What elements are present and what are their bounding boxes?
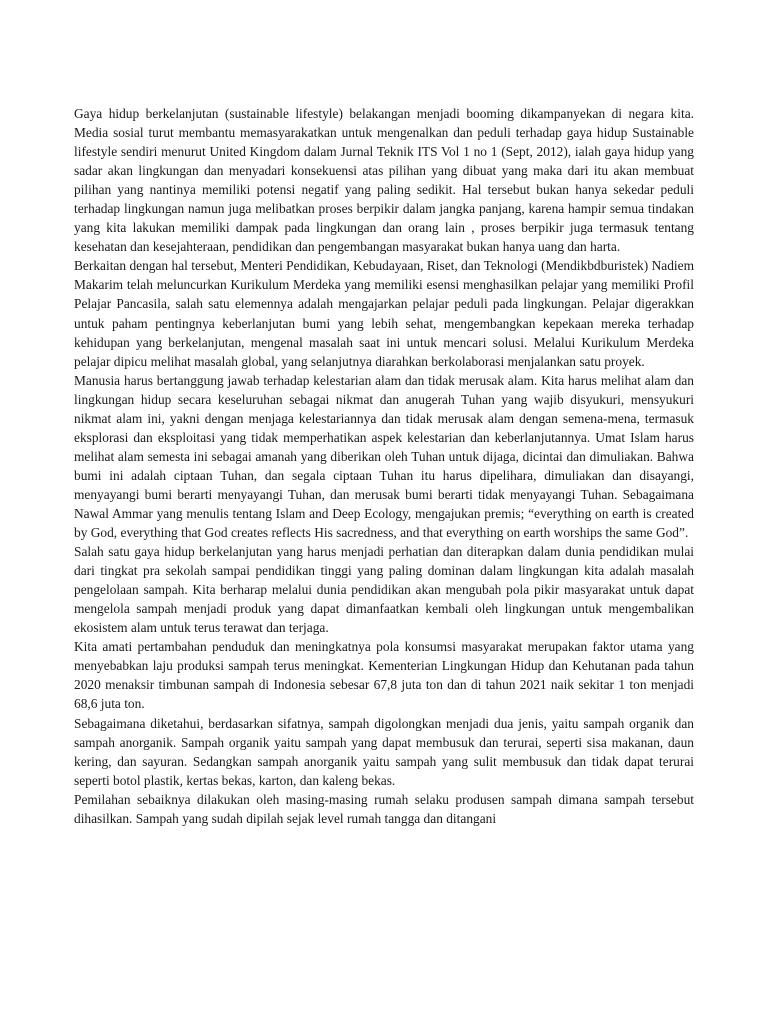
document-body	[74, 104, 694, 828]
paragraph-responsibility-nature: Manusia harus bertanggung jawab terhadap kelestarian alam dan tidak merusak alam. Kita harus melihat alam dan lingkungan hidup secara keseluruhan sebagai nikmat dan anugerah Tuhan yang wajib disyukuri, mensyukuri nikmat alam ini, yakni dengan menjaga kelestariannya dan tidak merusak alam dengan semena-mena, termasuk eksplorasi dan eksploitasi yang tidak memperhatikan aspek kelestarian dan keberlanjutannya. Umat Islam harus melihat alam semesta ini sebagai amanah yang diberikan oleh Tuhan untuk dijaga, dicintai dan dimuliakan. Bahwa bumi ini adalah ciptaan Tuhan, dan segala ciptaan Tuhan itu harus dipelihara, dimuliakan dan disayangi, menyayangi bumi berarti menyayangi Tuhan, dan merusak bumi berarti tidak menyayangi Tuhan. Sebagaimana Nawal Ammar yang menulis tentang Islam and Deep Ecology, mengajukan premis; “everything on earth is created by God, everything that God creates reflects His sacredness, and that everything on earth worships the same God”.	[74, 372, 694, 541]
paragraph-waste-management-education: Salah satu gaya hidup berkelanjutan yang harus menjadi perhatian dan diterapkan dalam dunia pendidikan mulai dari tingkat pra sekolah sampai pendidikan tinggi yang paling dominan dalam lingkungan kita adalah masalah pengelolaan sampah. Kita berharap melalui dunia pendidikan akan mengubah pola pikir masyarakat untuk dapat mengelola sampah menjadi produk yang dapat dimanfaatkan kembali oleh lingkungan untuk mengembalikan ekosistem alam untuk terus terawat dan terjaga.	[74, 544, 694, 636]
paragraph-waste-types: Sebagaimana diketahui, berdasarkan sifatnya, sampah digolongkan menjadi dua jenis, yaitu sampah organik dan sampah anorganik. Sampah organik yaitu sampah yang dapat membusuk dan terurai, seperti sisa makanan, daun kering, dan sayuran. Sedangkan sampah anorganik yaitu sampah yang sulit membusuk dan tidak dapat terurai seperti botol plastik, kertas bekas, karton, dan kaleng bekas.	[74, 715, 694, 788]
paragraph-waste-sorting: Pemilahan sebaiknya dilakukan oleh masing-masing rumah selaku produsen sampah dimana sampah tersebut dihasilkan. Sampah yang sudah dipilah sejak level rumah tangga dan ditangani	[74, 791, 694, 826]
paragraph-waste-production-statistics: Kita amati pertambahan penduduk dan meningkatnya pola konsumsi masyarakat merupakan faktor utama yang menyebabkan laju produksi sampah terus meningkat. Kementerian Lingkungan Hidup dan Kehutanan pada tahun 2020 menaksir timbunan sampah di Indonesia sebesar 67,8 juta ton dan di tahun 2021 naik sekitar 1 ton menjadi 68,6 juta ton.	[74, 639, 694, 712]
paragraph-kurikulum-merdeka: Berkaitan dengan hal tersebut, Menteri Pendidikan, Kebudayaan, Riset, dan Teknologi (Mendikbdburistek) Nadiem Makarim telah meluncurkan Kurikulum Merdeka yang memiliki esensi menghasilkan pelajar yang memiliki Profil Pelajar Pancasila, salah satu elemennya adalah mengajarkan pelajar peduli pada lingkungan. Pelajar digerakkan untuk paham pentingnya keberlanjutan bumi yang lebih sehat, mengembangkan kepekaan mereka terhadap kehidupan yang berkelanjutan, mengenal masalah saat ini untuk mencari solusi. Melalui Kurikulum Merdeka pelajar dipicu melihat masalah global, yang selanjutnya diarahkan berkolaborasi menjalankan satu proyek.	[74, 258, 694, 369]
paragraph-sustainable-lifestyle: Gaya hidup berkelanjutan (sustainable lifestyle) belakangan menjadi booming dikampanyekan di negara kita. Media sosial turut membantu memasyarakatkan untuk mengenalkan dan peduli terhadap gaya hidup Sustainable lifestyle sendiri menurut United Kingdom dalam Jurnal Teknik ITS Vol 1 no 1 (Sept, 2012), ialah gaya hidup yang sadar akan lingkungan dan menyadari konsekuensi atas pilihan yang dibuat yang maka dari itu akan membuat pilihan yang nantinya memiliki potensi negatif yang paling sedikit. Hal tersebut bukan hanya sekedar peduli terhadap lingkungan namun juga melibatkan proses berpikir dalam jangka panjang, karena hampir semua tindakan yang kita lakukan memiliki dampak pada lingkungan dan orang lain , proses berpikir juga termasuk tentang kesehatan dan kesejahteraan, pendidikan dan pengembangan masyarakat bukan hanya uang dan harta.	[74, 106, 694, 255]
